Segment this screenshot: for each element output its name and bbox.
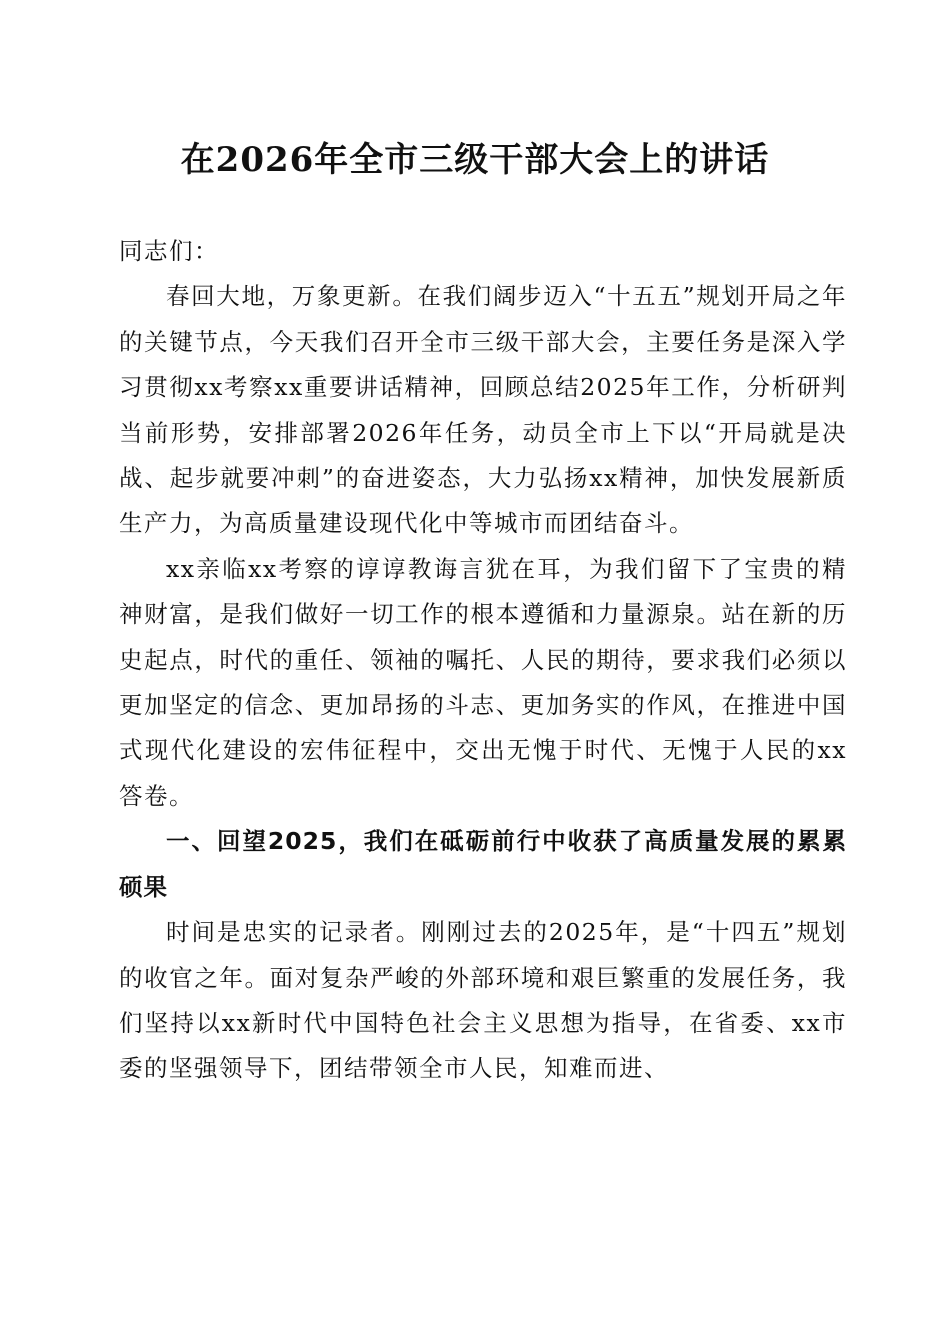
section-heading: 一、回望2025，我们在砥砺前行中收获了高质量发展的累累硕果: [119, 827, 847, 901]
document-title: 在2026年全市三级干部大会上的讲话: [180, 140, 770, 180]
document-body: [119, 229, 847, 1092]
paragraph-opening: 春回大地，万象更新。在我们阔步迈入“十五五”规划开局之年的关键节点，今天我们召开全市三级干部大会，主要任务是深入学习贯彻xx考察xx重要讲话精神，回顾总结2025年工作，分析研判当前形势，安排部署2026年任务，动员全市上下以“开局就是决战、起步就要冲刺”的奋进姿态，大力弘扬xx精神，加快发展新质生产力，为高质量建设现代化中等城市而团结奋斗。: [119, 282, 847, 538]
salutation: 同志们：: [119, 237, 219, 265]
paragraph-review: 时间是忠实的记录者。刚刚过去的2025年，是“十四五”规划的收官之年。面对复杂严峻的外部环境和艰巨繁重的发展任务，我们坚持以xx新时代中国特色社会主义思想为指导，在省委、xx市委的坚强领导下，团结带领全市人民，知难而进、: [119, 918, 847, 1083]
paragraph-instructions: xx亲临xx考察的谆谆教诲言犹在耳，为我们留下了宝贵的精神财富，是我们做好一切工作的根本遵循和力量源泉。站在新的历史起点，时代的重任、领袖的嘱托、人民的期待，要求我们必须以更加坚定的信念、更加昂扬的斗志、更加务实的作风，在推进中国式现代化建设的宏伟征程中，交出无愧于时代、无愧于人民的xx答卷。: [119, 554, 847, 810]
